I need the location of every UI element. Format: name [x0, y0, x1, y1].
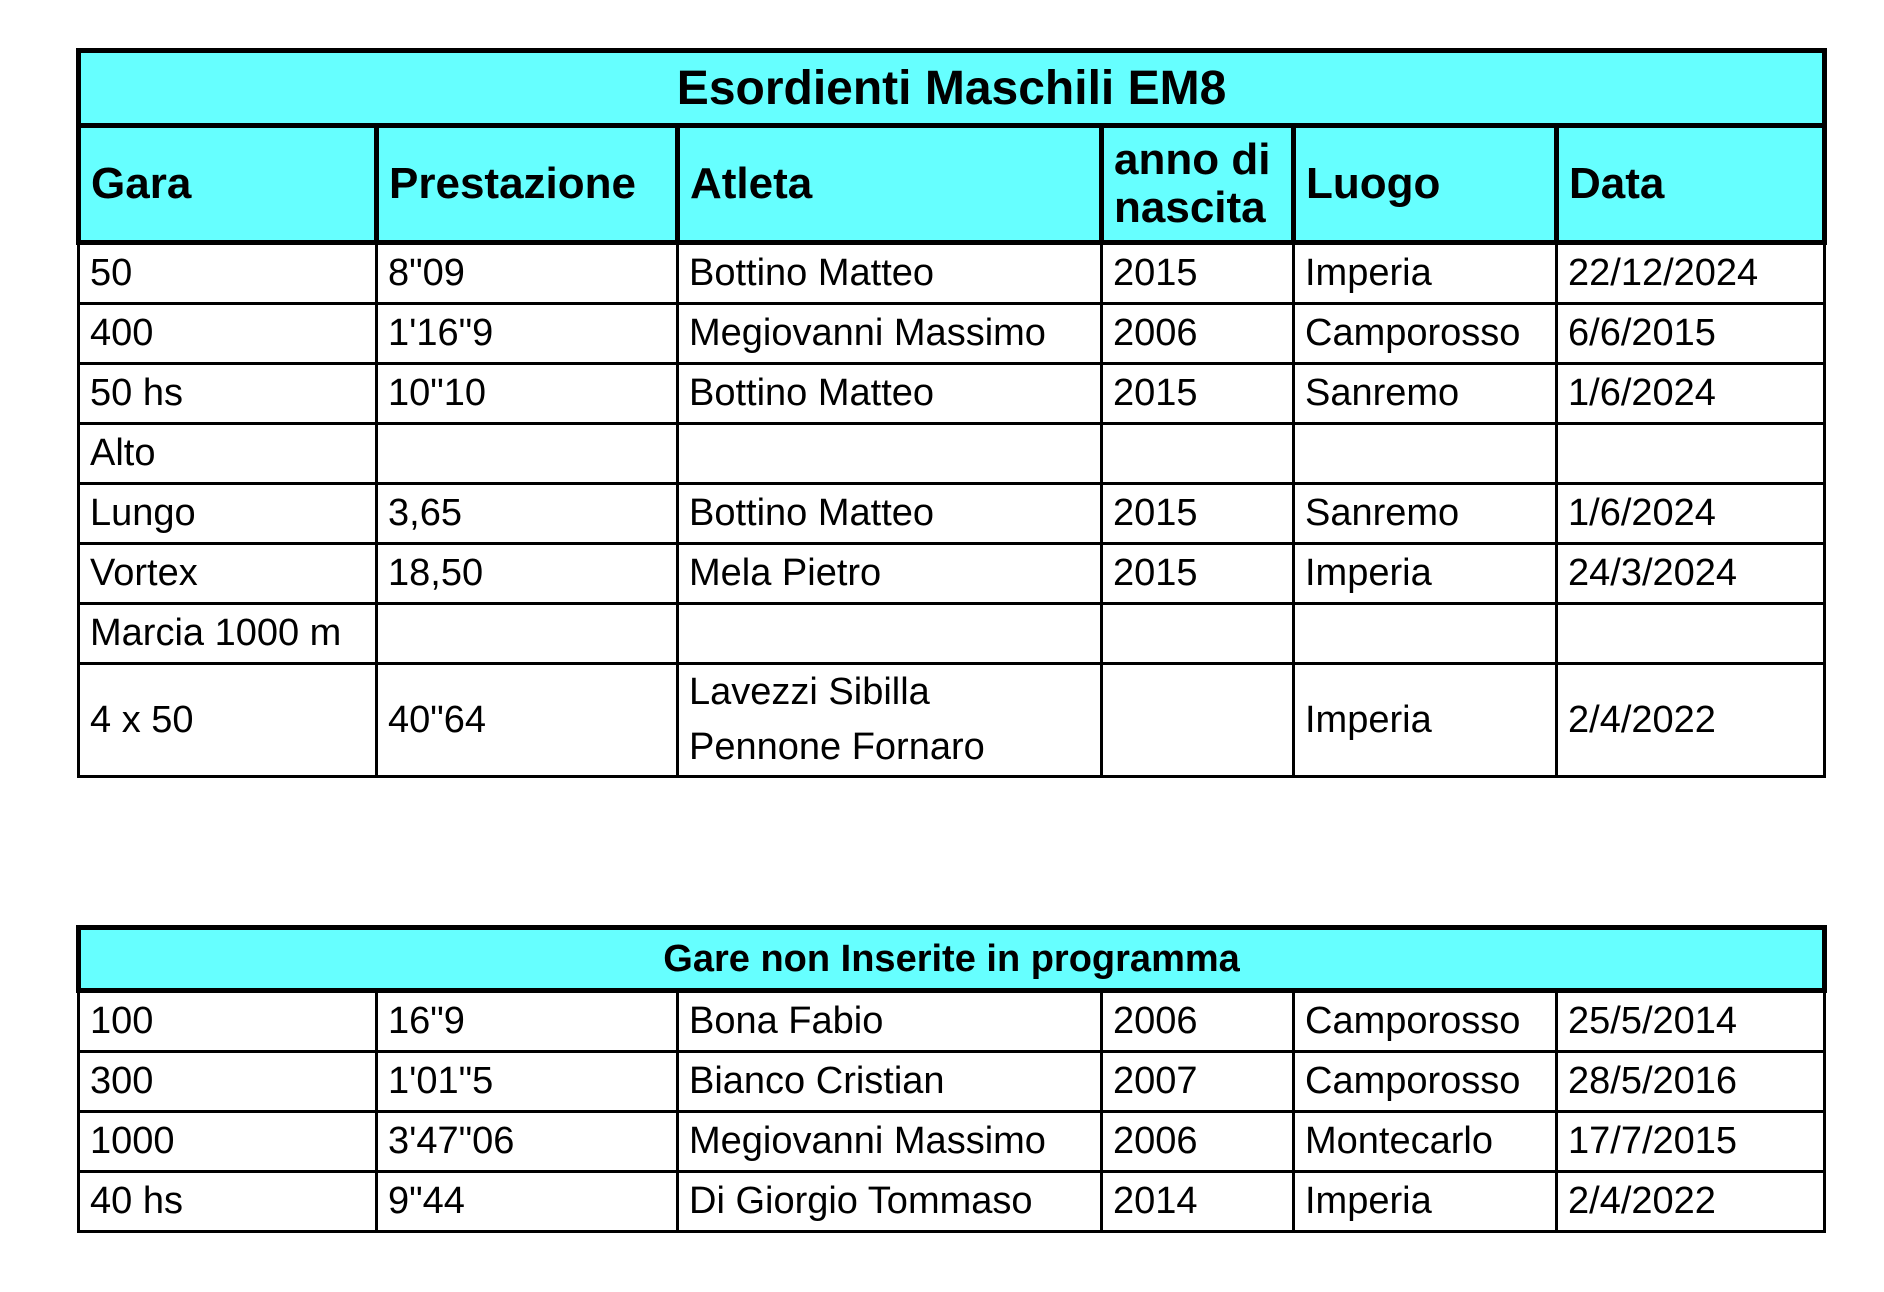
cell-luogo [1294, 424, 1557, 484]
cell-atleta: Bottino Matteo [678, 484, 1102, 544]
cell-gara: 50 hs [79, 364, 377, 424]
cell-atleta: Megiovanni Massimo [678, 1112, 1102, 1172]
table-row [79, 424, 1825, 484]
table-row [79, 484, 1825, 544]
atleta-line-1: Lavezzi Sibilla [689, 671, 930, 713]
cell-data: 22/12/2024 [1557, 243, 1825, 304]
cell-data: 2/4/2022 [1557, 664, 1825, 777]
cell-gara: 1000 [79, 1112, 377, 1172]
cell-anno: 2006 [1102, 304, 1294, 364]
header-data: Data [1557, 126, 1825, 243]
cell-luogo: Imperia [1294, 544, 1557, 604]
cell-gara: Lungo [79, 484, 377, 544]
cell-atleta: Bottino Matteo [678, 243, 1102, 304]
cell-anno: 2007 [1102, 1052, 1294, 1112]
table-row [79, 1172, 1825, 1232]
cell-luogo [1294, 604, 1557, 664]
cell-data: 17/7/2015 [1557, 1112, 1825, 1172]
cell-atleta [678, 664, 1102, 777]
table-row [79, 604, 1825, 664]
cell-luogo: Camporosso [1294, 304, 1557, 364]
header-luogo: Luogo [1294, 126, 1557, 243]
header-prestazione: Prestazione [377, 126, 678, 243]
header-gara: Gara [79, 126, 377, 243]
cell-data: 25/5/2014 [1557, 991, 1825, 1052]
cell-gara: 300 [79, 1052, 377, 1112]
cell-anno: 2015 [1102, 484, 1294, 544]
cell-data: 6/6/2015 [1557, 304, 1825, 364]
cell-luogo: Camporosso [1294, 1052, 1557, 1112]
cell-prestazione: 8"09 [377, 243, 678, 304]
records-table-em8 [76, 48, 1822, 778]
cell-luogo: Imperia [1294, 1172, 1557, 1232]
cell-data: 1/6/2024 [1557, 364, 1825, 424]
cell-prestazione: 18,50 [377, 544, 678, 604]
cell-prestazione [377, 424, 678, 484]
cell-prestazione: 40"64 [377, 664, 678, 777]
table-row [79, 664, 1825, 777]
cell-luogo: Imperia [1294, 664, 1557, 777]
cell-gara: 100 [79, 991, 377, 1052]
cell-prestazione: 3'47"06 [377, 1112, 678, 1172]
cell-prestazione: 1'01"5 [377, 1052, 678, 1112]
atleta-line-2: Pennone Fornaro [689, 726, 985, 769]
header-anno-di-nascita: anno di nascita [1102, 126, 1294, 243]
table-row [79, 304, 1825, 364]
cell-data: 2/4/2022 [1557, 1172, 1825, 1232]
cell-prestazione: 16"9 [377, 991, 678, 1052]
cell-luogo: Montecarlo [1294, 1112, 1557, 1172]
cell-luogo: Sanremo [1294, 364, 1557, 424]
cell-anno: 2015 [1102, 243, 1294, 304]
cell-data: 28/5/2016 [1557, 1052, 1825, 1112]
cell-atleta: Mela Pietro [678, 544, 1102, 604]
cell-prestazione [377, 604, 678, 664]
cell-gara: Vortex [79, 544, 377, 604]
cell-atleta [678, 604, 1102, 664]
table-row [79, 991, 1825, 1052]
header-row [79, 126, 1825, 243]
table-row [79, 364, 1825, 424]
cell-atleta: Bona Fabio [678, 991, 1102, 1052]
cell-gara: Alto [79, 424, 377, 484]
cell-atleta: Bottino Matteo [678, 364, 1102, 424]
cell-gara: 4 x 50 [79, 664, 377, 777]
table-title: Esordienti Maschili EM8 [79, 51, 1825, 126]
cell-gara: Marcia 1000 m [79, 604, 377, 664]
cell-luogo: Sanremo [1294, 484, 1557, 544]
non-program-races-table [76, 925, 1822, 1233]
cell-anno [1102, 424, 1294, 484]
cell-luogo: Camporosso [1294, 991, 1557, 1052]
cell-anno: 2014 [1102, 1172, 1294, 1232]
cell-anno [1102, 604, 1294, 664]
table-row [79, 1052, 1825, 1112]
cell-anno: 2006 [1102, 1112, 1294, 1172]
cell-data [1557, 424, 1825, 484]
table-row [79, 243, 1825, 304]
cell-gara: 400 [79, 304, 377, 364]
cell-data: 1/6/2024 [1557, 484, 1825, 544]
table-row [79, 544, 1825, 604]
cell-gara: 50 [79, 243, 377, 304]
table-title: Gare non Inserite in programma [79, 928, 1825, 991]
cell-prestazione: 3,65 [377, 484, 678, 544]
cell-atleta [678, 424, 1102, 484]
cell-prestazione: 9"44 [377, 1172, 678, 1232]
cell-atleta: Di Giorgio Tommaso [678, 1172, 1102, 1232]
cell-atleta: Bianco Cristian [678, 1052, 1102, 1112]
table-row [79, 1112, 1825, 1172]
cell-data: 24/3/2024 [1557, 544, 1825, 604]
cell-anno: 2015 [1102, 364, 1294, 424]
cell-prestazione: 10"10 [377, 364, 678, 424]
cell-atleta: Megiovanni Massimo [678, 304, 1102, 364]
cell-luogo: Imperia [1294, 243, 1557, 304]
cell-anno [1102, 664, 1294, 777]
cell-data [1557, 604, 1825, 664]
header-atleta: Atleta [678, 126, 1102, 243]
cell-anno: 2015 [1102, 544, 1294, 604]
cell-prestazione: 1'16"9 [377, 304, 678, 364]
cell-anno: 2006 [1102, 991, 1294, 1052]
cell-gara: 40 hs [79, 1172, 377, 1232]
